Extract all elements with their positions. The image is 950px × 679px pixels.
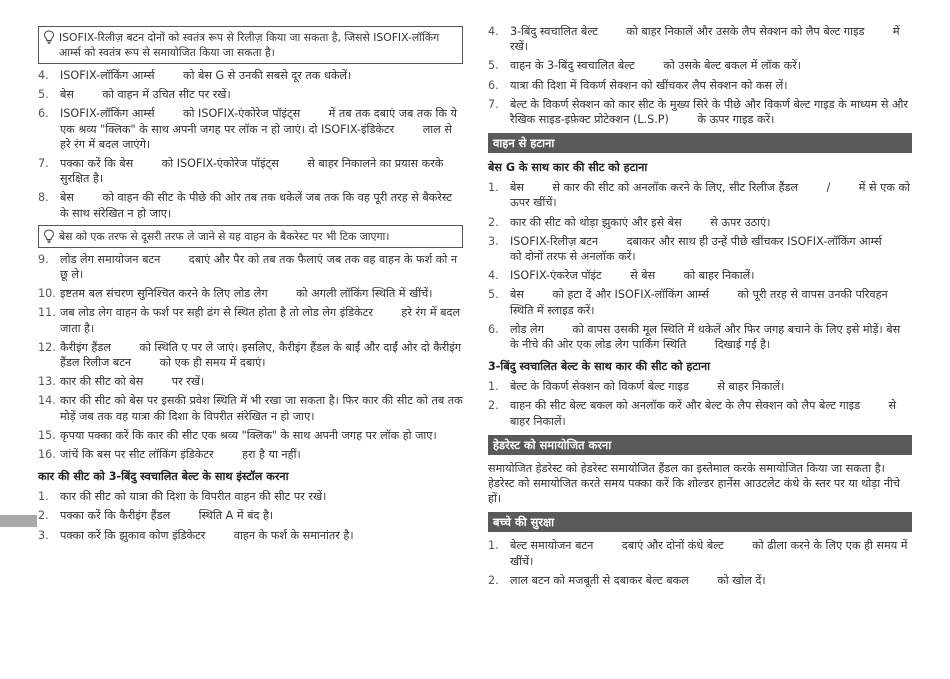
list-item [488,379,912,394]
list-item [38,286,463,301]
list-item [488,78,912,93]
step-text: बेस को हटा दें और ISOFIX-लॉकिंग आर्म्स को पूरी तरह से वापस उनकी परिवहन स्थिति में स्लाइड करें। [510,288,892,317]
step-number: 6. [488,78,499,92]
list-item [38,190,463,220]
lightbulb-icon [43,229,55,243]
step-number: 15. [38,428,56,442]
step-number: 5. [488,288,499,302]
step-number: 2. [488,215,499,229]
list-item [38,252,463,282]
step-text: जांचें कि बस पर सीट लॉकिंग इंडिकेटर हरा है या नहीं। [60,448,301,462]
install-steps-b [38,252,467,462]
remove-3point-steps [488,379,912,429]
step-number: 3. [38,528,49,542]
list-item [488,322,912,352]
headrest-paragraph: समायोजित हेडरेस्ट को हेडरेस्ट समायोजित हैंडल का इस्तेमाल करके समायोजित किया जा सकता है। हेडरेस्ट को समायोजित करते समय पक्का करें कि शोल्डर हार्नेस आउटलेट कंधे के स्तर पर या थोड़ा नीचे हों। [488,461,900,506]
step-text: लोड लेग को वापस उसकी मूल स्थिति में धकेलें और फिर जगह बचाने के लिए इसे मोड़ें। बेस के नीचे की ओर एक लोड लेग पार्किंग स्थिति दिखाई गई है। [510,322,904,352]
step-text: बेस को वाहन में उचित सीट पर रखें। [60,88,231,102]
list-item [488,538,912,568]
step-text: बेल्ट के विकर्ण सेक्शन को विकर्ण बेल्ट गाइड से बाहर निकालें। [510,380,785,394]
tip-box-backrest [38,225,463,248]
list-item [488,24,912,54]
step-text: जब लोड लेग वाहन के फर्श पर सही ढंग से स्थित होता है तो लोड लेग इंडिकेटर हरे रंग में बदल जाता है। [60,306,464,335]
step-text: बेल्ट के विकर्ण सेक्शन को कार सीट के मुख्य सिरे के पीछे और विकर्ण बेल्ट गाइड के माध्यम से और रैखिक साइड-इफ़ेक्ट प्रोटेक्शन (L.S.P) के ऊपर गाइड करें। [510,97,912,127]
step-text: इष्टतम बल संचरण सुनिश्चित करने के लिए लोड लेग को अगली लॉकिंग स्थिति में खींचें। [60,287,433,301]
step-number: 2. [38,509,49,523]
step-number: 14. [38,394,56,408]
section-band-removal: वाहन से हटाना [488,133,912,153]
tip-box-release [38,26,463,64]
step-number: 8. [38,191,49,205]
step-text: कार की सीट को थोड़ा झुकाएं और इसे बेस से ऊपर उठाएं। [510,215,771,229]
step-number: 4. [488,269,499,283]
step-text: पक्का करें कि कैरीइंग हैंडल स्थिति A में बंद है। [60,509,274,523]
list-item [38,106,463,152]
step-number: 7. [488,97,499,111]
section-band-headrest: हेडरेस्ट को समायोजित करना [488,435,912,455]
child-safety-steps [488,538,912,588]
list-item [488,287,912,317]
list-item [38,393,467,423]
step-text: लाल बटन को मजबूती से दबाकर बेल्ट बकल को खोल दें। [510,573,766,587]
step-text: बेस से कार की सीट को अनलॉक करने के लिए, सीट रिलीज हैंडल / में से एक को ऊपर खींचें। [510,181,914,210]
lightbulb-icon [43,30,55,44]
step-text: ISOFIX-लॉकिंग आर्म्स को ISOFIX-एंकोरेज पॉइंट्स में तब तक दबाएं जब तक कि ये एक श्रव्य "क्लिक" के साथ अपनी जगह पर लॉक न हो जाएं। दो ISOFIX-इंडिकेटर लाल से हरे रंग में बदल जाएंगे। [60,107,461,151]
install-3point-steps-cont [488,24,912,127]
list-item [38,156,463,186]
step-number: 7. [38,157,49,171]
remove-base-steps [488,180,912,352]
step-text: पक्का करें कि बेस को ISOFIX-एंकोरेज पॉइंट्स से बाहर निकालने का प्रयास करके सुरक्षित है। [60,157,447,186]
step-number: 3. [488,234,499,248]
step-number: 1. [488,380,499,394]
step-text: ISOFIX-लॉकिंग आर्म्स को बेस G से उनकी सबसे दूर तक धकेलें। [60,69,352,82]
list-item [38,374,463,389]
tip-text: ISOFIX-रिलीज़ बटन दोनों को स्वतंत्र रूप से रिलीज़ किया जा सकता है, जिससे ISOFIX-लॉकिंग आर्म्स को स्वतंत्र रूप से समायोजित किया जा सकता है। [59,31,440,59]
list-item [488,215,912,230]
list-item [38,447,463,462]
heading-remove-base: बेस G के साथ कार की सीट को हटाना [488,161,648,175]
step-number: 9. [38,252,49,266]
step-number: 2. [488,573,499,587]
list-item [488,180,912,210]
step-text: 3-बिंदु स्वचालित बेल्ट को बाहर निकालें और उसके लैप सेक्शन को लैप बेल्ट गाइड में रखें। [510,25,904,54]
list-item [488,97,912,127]
step-number: 1. [38,490,49,504]
step-text: कृपया पक्का करें कि कार की सीट एक श्रव्य "क्लिक" के साथ अपनी जगह पर लॉक हो जाए। [60,428,437,442]
step-number: 10. [38,287,56,301]
install-steps-a [38,68,463,221]
step-text: ISOFIX-रिलीज़ बटन दबाकर और साथ ही उन्हें पीछे खींचकर ISOFIX-लॉकिंग आर्म्स को दोनों तरफ से अनलॉक करें। [510,234,911,264]
list-item [38,489,463,504]
install-3point-steps [38,489,463,543]
step-text: कार की सीट को बेस पर रखें। [60,375,205,389]
list-item [38,87,463,102]
list-item [488,268,912,283]
list-item [38,305,463,335]
step-text: कैरीइंग हैंडल को स्थिति ए पर ले जाएं। इसलिए, कैरीइंग हैंडल के बाईं और दाईं ओर दो कैरीइंग हैंडल रिलीज बटन को एक ही समय में दबाएं। [60,340,465,370]
page-edge-tab [0,515,37,527]
heading-3point-install: कार की सीट को 3-बिंदु स्वचालित बेल्ट के साथ इंस्टॉल करना [38,470,289,484]
step-text: बेस को वाहन की सीट के पीछे की ओर तब तक धकेलें जब तक कि वह पूरी तरह से बैकरेस्ट के साथ संरेखित न हो जाए। [60,191,456,220]
list-item [38,528,463,543]
step-text: बेल्ट समायोजन बटन दबाएं और दोनों कंधे बेल्ट को ढीला करने के लिए एक ही समय में खींचें। [510,539,912,568]
step-number: 1. [488,181,499,195]
section-band-child-safety: बच्चे की सुरक्षा [488,512,912,532]
step-number: 4. [488,25,499,38]
step-number: 12. [38,340,56,354]
list-item [38,68,463,83]
step-text: लोड लेग समायोजन बटन दबाएं और पैर को तब तक फैलाएं जब तक वह वाहन के फर्श को न छू ले। [60,252,461,282]
step-number: 2. [488,399,499,413]
step-number: 16. [38,448,56,462]
list-item [488,573,912,588]
list-item [488,58,912,73]
list-item [38,508,463,523]
step-number: 6. [38,107,49,121]
step-text: यात्रा की दिशा में विकर्ण सेक्शन को खींचकर लैप सेक्शन को कस लें। [510,78,788,92]
step-text: वाहन के 3-बिंदु स्वचालित बेल्ट को उसके बेल्ट बकल में लॉक करें। [510,59,802,73]
list-item [38,340,463,370]
right-column [488,24,912,592]
heading-remove-3point: 3-बिंदु स्वचालित बेल्ट के साथ कार की सीट को हटाना [488,360,710,374]
list-item [488,398,912,428]
list-item [488,234,912,264]
step-text: पक्का करें कि झुकाव कोण इंडिकेटर वाहन के फर्श के समानांतर है। [60,528,354,542]
step-text: वाहन की सीट बेल्ट बकल को अनलॉक करें और बेल्ट के लैप सेक्शन को लैप बेल्ट गाइड से बाहर निकालें। [510,399,900,428]
left-column [38,24,467,547]
step-number: 13. [38,375,56,389]
step-number: 11. [38,306,56,320]
tip-text: बेस को एक तरफ से दूसरी तरफ ले जाने से यह वाहन के बैकरेस्ट पर भी टिक जाएगा। [59,229,390,243]
step-number: 4. [38,69,49,82]
step-text: ISOFIX-एंकरेज पॉइंट से बेस को बाहर निकालें। [510,269,755,283]
list-item [38,428,463,443]
step-number: 6. [488,322,499,336]
step-text: कार की सीट को यात्रा की दिशा के विपरीत वाहन की सीट पर रखें। [60,490,327,504]
step-text: कार की सीट को बेस पर इसकी प्रवेश स्थिति में भी रखा जा सकता है। फिर कार की सीट को तब तक मोड़ें जब तक वह यात्रा की दिशा के विपरीत संरेखित न हो जाए। [60,394,467,423]
step-number: 5. [38,88,49,102]
step-number: 1. [488,539,499,553]
step-number: 5. [488,59,499,73]
